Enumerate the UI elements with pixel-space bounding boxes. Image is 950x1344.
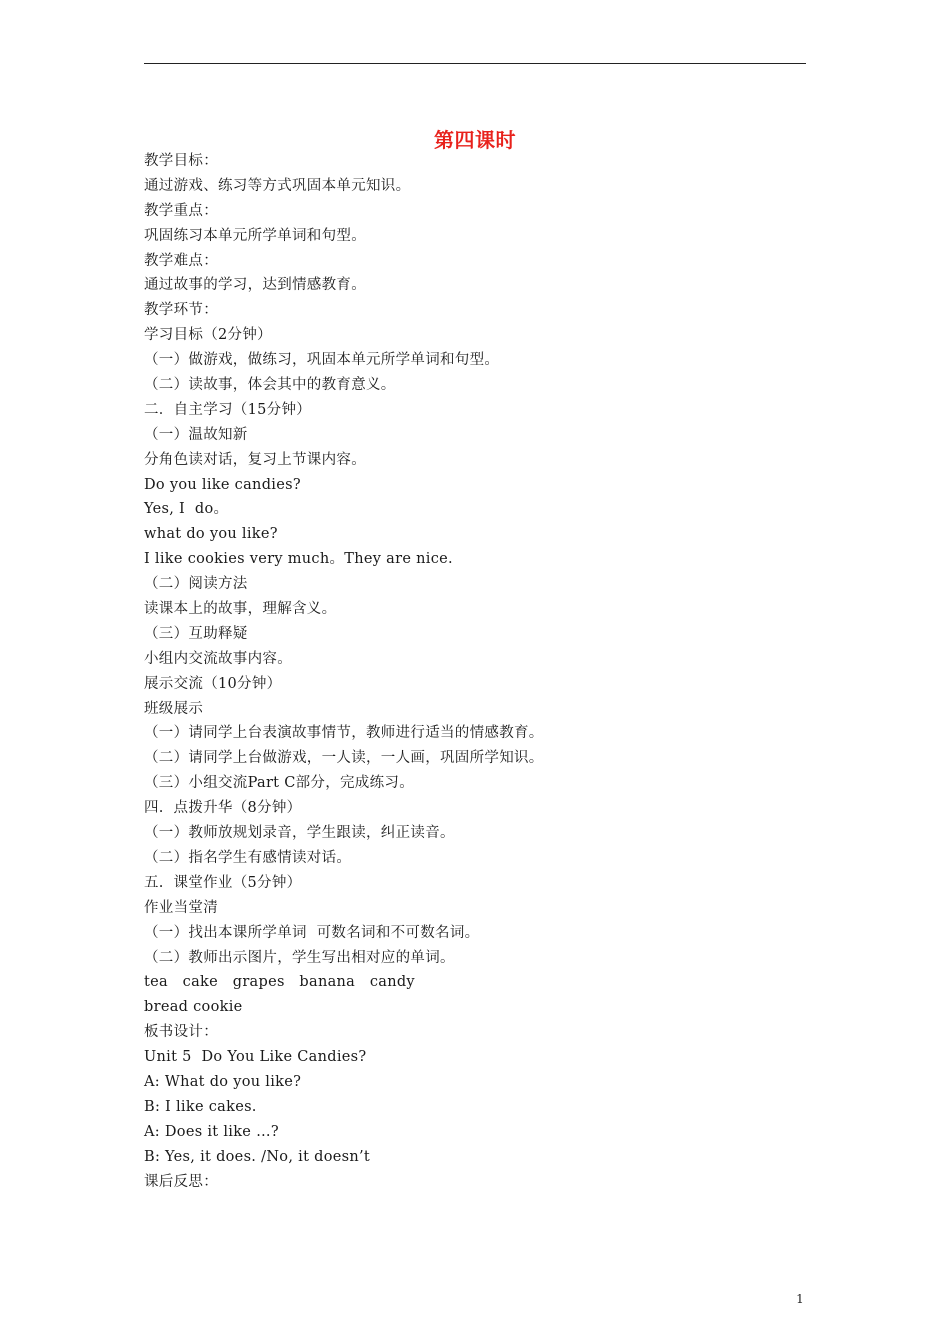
text-line: tea cake grapes banana candy — [144, 974, 415, 991]
lesson-title: 第四课时 — [434, 128, 516, 152]
text-line: 教学环节： — [144, 302, 218, 319]
text-line: bread cookie — [144, 999, 243, 1016]
text-line: （二）教师出示图片，学生写出相对应的单词。 — [144, 949, 455, 966]
text-line: Unit 5 Do You Like Candies? — [144, 1049, 367, 1066]
text-line: Yes, I do。 — [144, 501, 229, 518]
text-line: 读课本上的故事，理解含义。 — [144, 601, 337, 618]
text-line: 班级展示 — [144, 700, 204, 717]
text-line: 板书设计： — [144, 1024, 218, 1041]
text-line: 小组内交流故事内容。 — [144, 650, 292, 667]
text-line: 二．自主学习（15分钟） — [144, 401, 312, 418]
text-line: （二）请同学上台做游戏，一人读，一人画，巩固所学知识。 — [144, 750, 544, 767]
text-line: 教学目标： — [144, 153, 218, 169]
text-line: （一）找出本课所学单词 可数名词和不可数名词。 — [144, 924, 480, 941]
text-line: 展示交流（10分钟） — [144, 675, 282, 692]
text-line: （二）阅读方法 — [144, 576, 248, 593]
text-line: 教学重点： — [144, 202, 218, 219]
text-line: 教学难点： — [144, 252, 218, 269]
text-line: 作业当堂清 — [144, 899, 218, 916]
text-line: （二）读故事，体会其中的教育意义。 — [144, 377, 396, 394]
text-line: B: Yes, it does. /No, it doesn’t — [144, 1148, 371, 1165]
header-rule — [144, 63, 806, 64]
text-line: （一）温故知新 — [144, 426, 248, 443]
text-line: A: What do you like? — [144, 1073, 302, 1090]
text-line: （一）教师放规划录音，学生跟读，纠正读音。 — [144, 825, 455, 842]
text-line: （三）小组交流Part C部分，完成练习。 — [144, 775, 415, 792]
text-line: 通过游戏、练习等方式巩固本单元知识。 — [144, 177, 411, 194]
text-line: A: Does it like …? — [144, 1123, 279, 1140]
text-line: 通过故事的学习，达到情感教育。 — [144, 277, 366, 294]
text-line: 四. 点拨升华（8分钟） — [144, 800, 302, 817]
text-line: what do you like? — [144, 526, 278, 543]
text-line: 五. 课堂作业（5分钟） — [144, 874, 302, 891]
text-line: （一）请同学上台表演故事情节，教师进行适当的情感教育。 — [144, 725, 544, 742]
text-line: 学习目标（2分钟） — [144, 327, 272, 344]
text-line: 分角色读对话，复习上节课内容。 — [144, 451, 366, 468]
text-line: （一）做游戏，做练习，巩固本单元所学单词和句型。 — [144, 352, 500, 369]
text-line: Do you like candies? — [144, 476, 301, 493]
text-line: （二）指名学生有感情读对话。 — [144, 849, 352, 866]
text-line: B: I like cakes. — [144, 1098, 257, 1115]
text-line: 课后反思： — [144, 1173, 218, 1190]
text-line: 巩固练习本单元所学单词和句型。 — [144, 227, 366, 244]
text-line: （三）互助释疑 — [144, 625, 248, 642]
text-line: I like cookies very much。They are nice. — [144, 551, 453, 568]
page-number: 1 — [796, 1292, 804, 1306]
lesson-body — [144, 149, 806, 1194]
